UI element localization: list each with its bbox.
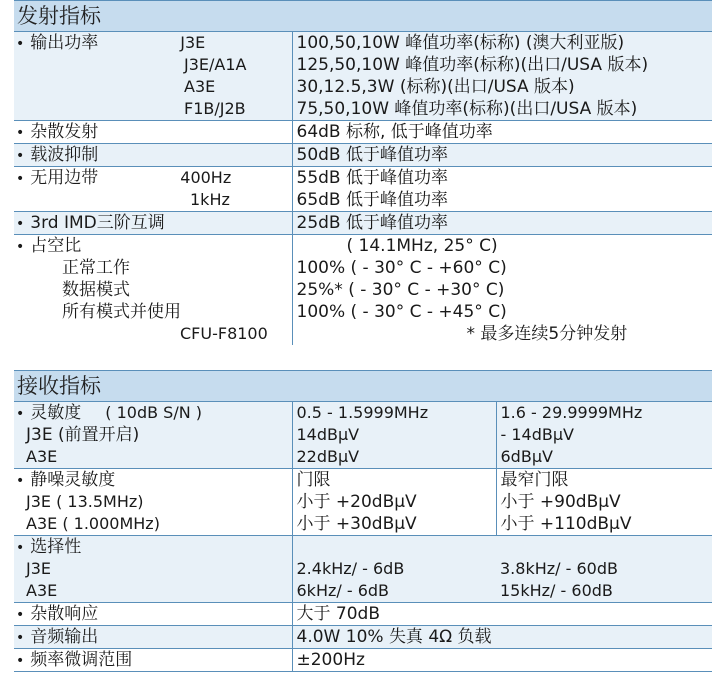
duty-data-value: 25%* ( - 30° C - +30° C) <box>296 280 505 300</box>
imd-row: • 3rd IMD三阶互调 25dB 低于峰值功率 <box>14 212 712 235</box>
duty-cycle-row: • 占空比 正常工作 数据模式 所有模式并使用 CFU-F8100 ( 14.1MHz, 25° C) 100% ( - 30° C - +60° C) 25%* ( - 30° C - +30° C) 100% ( - 30° C - +45° C) * 最多连续5分钟发射 <box>14 235 712 346</box>
sensitivity-col1-head: 0.5 - 1.5999MHz <box>296 403 429 422</box>
spurious-emission-row: • 杂散发射 64dB 标称, 低于峰值功率 <box>14 121 712 144</box>
sensitivity-condition: ( 10dB S/N ) <box>105 403 203 422</box>
selectivity-a3e-label: A3E <box>26 581 58 600</box>
sideband-freq: 400Hz <box>180 168 232 187</box>
squelch-a3e-label: A3E ( 1.000MHz) <box>26 514 160 533</box>
selectivity-a3e-v2: 15kHz/ - 60dB <box>500 581 613 600</box>
duty-all-value: 100% ( - 30° C - +45° C) <box>296 302 507 322</box>
squelch-a3e-v2: 小于 +110dBμV <box>500 514 632 534</box>
squelch-j3e-label: J3E ( 13.5MHz) <box>26 492 144 511</box>
duty-normal-label: 正常工作 <box>62 258 130 278</box>
receive-section <box>14 370 712 672</box>
sensitivity-a3e-label: A3E <box>26 447 58 466</box>
audio-output-row: • 音频输出 4.0W 10% 失真 4Ω 负载 <box>14 626 712 649</box>
duty-data-label: 数据模式 <box>62 280 130 300</box>
sensitivity-row: • 灵敏度 ( 10dB S/N ) J3E (前置开启) A3E 0.5 - 1.5999MHz 14dBμV 22dBμV 1.6 - 29.9999MHz - 14dBμV 6dBμV <box>14 402 712 469</box>
mode-label: J3E/A1A <box>184 55 247 74</box>
fine-tune-row: • 频率微调范围 ±200Hz <box>14 649 712 672</box>
carrier-suppression-row: • 载波抑制 50dB 低于峰值功率 <box>14 144 712 167</box>
sideband-freq: 1kHz <box>190 190 230 209</box>
mode-label: F1B/J2B <box>184 99 246 118</box>
spurious-response-row: • 杂散响应 大于 70dB <box>14 603 712 626</box>
receive-header <box>14 370 712 402</box>
selectivity-j3e-v2: 3.8kHz/ - 60dB <box>500 559 618 578</box>
squelch-col2-head: 最窄门限 <box>500 470 569 490</box>
selectivity-a3e-v1: 6kHz/ - 6dB <box>296 581 390 600</box>
imd-label: 3rd IMD三阶互调 <box>30 213 165 233</box>
sideband-value: 55dB 低于峰值功率 <box>296 168 448 188</box>
output-power-value: 100,50,10W 峰值功率(标称) (澳大利亚版) <box>296 33 625 53</box>
fine-tune-label: 频率微调范围 <box>30 650 133 670</box>
sensitivity-a3e-v1: 22dBμV <box>296 447 360 466</box>
selectivity-j3e-v1: 2.4kHz/ - 6dB <box>296 559 405 578</box>
squelch-j3e-v2: 小于 +90dBμV <box>500 492 621 512</box>
duty-all-label: 所有模式并使用 <box>62 302 181 322</box>
mode-label: A3E <box>184 77 216 96</box>
sensitivity-j3e-v2: - 14dBμV <box>500 425 574 444</box>
selectivity-j3e-label: J3E <box>26 559 52 578</box>
transmit-title: 发射指标 <box>17 4 101 28</box>
sensitivity-label: 灵敏度 <box>30 403 82 423</box>
spurious-emission-label: 杂散发射 <box>30 122 99 142</box>
audio-output-label: 音频输出 <box>30 627 99 647</box>
squelch-label: 静噪灵敏度 <box>30 470 116 490</box>
transmit-section <box>14 0 712 345</box>
receive-table <box>14 402 712 672</box>
duty-condition: ( 14.1MHz, 25° C) <box>346 236 498 256</box>
squelch-row: • 静噪灵敏度 J3E ( 13.5MHz) A3E ( 1.000MHz) 门限 小于 +20dBμV 小于 +30dBμV 最窄门限 小于 +90dBμV 小于 +110dBμV <box>14 469 712 536</box>
carrier-suppression-value: 50dB 低于峰值功率 <box>296 145 448 165</box>
output-power-row: • 输出功率 J3E J3E/A1A A3E F1B/J2B 100,50,10W 峰值功率(标称) (澳大利亚版) 125,50,10W 峰值功率(标称)(出口/USA 版本) 30,12.5,3W (标称)(出口/USA 版本) 75,50,10W 峰值功率(标称)(出口/USA 版本) <box>14 32 712 121</box>
carrier-suppression-label: 载波抑制 <box>30 145 99 165</box>
output-power-label: 输出功率 <box>30 33 99 53</box>
output-power-value: 75,50,10W 峰值功率(标称)(出口/USA 版本) <box>296 99 638 119</box>
output-power-value: 125,50,10W 峰值功率(标称)(出口/USA 版本) <box>296 55 649 75</box>
spurious-response-value: 大于 70dB <box>296 604 380 624</box>
selectivity-label: 选择性 <box>30 537 82 557</box>
audio-output-value: 4.0W 10% 失真 4Ω 负载 <box>296 627 492 647</box>
transmit-header <box>14 0 712 32</box>
receive-title: 接收指标 <box>17 374 101 398</box>
duty-normal-value: 100% ( - 30° C - +60° C) <box>296 258 507 278</box>
sensitivity-col2-head: 1.6 - 29.9999MHz <box>500 403 643 422</box>
duty-cycle-label: 占空比 <box>30 236 82 256</box>
fine-tune-value: ±200Hz <box>296 650 365 670</box>
sensitivity-a3e-v2: 6dBμV <box>500 447 553 466</box>
output-power-value: 30,12.5,3W (标称)(出口/USA 版本) <box>296 77 575 97</box>
sensitivity-j3e-v1: 14dBμV <box>296 425 360 444</box>
duty-option-label: CFU-F8100 <box>180 324 268 343</box>
sideband-value: 65dB 低于峰值功率 <box>296 190 448 210</box>
unwanted-sideband-row: • 无用边带 400Hz 1kHz 55dB 低于峰值功率 65dB 低于峰值功率 <box>14 167 712 212</box>
sensitivity-j3e-label: J3E (前置开启) <box>26 425 140 445</box>
spurious-response-label: 杂散响应 <box>30 604 99 624</box>
squelch-col1-head: 门限 <box>296 470 331 490</box>
duty-note: * 最多连续5分钟发射 <box>466 324 628 344</box>
transmit-table <box>14 32 712 345</box>
unwanted-sideband-label: 无用边带 <box>30 168 99 188</box>
imd-value: 25dB 低于峰值功率 <box>296 213 448 233</box>
mode-label: J3E <box>180 33 206 52</box>
squelch-j3e-v1: 小于 +20dBμV <box>296 492 417 512</box>
spurious-emission-value: 64dB 标称, 低于峰值功率 <box>296 122 493 142</box>
selectivity-row: • 选择性 J3E A3E 2.4kHz/ - 6dB 6kHz/ - 6dB 3.8kHz/ - 60dB 15kHz/ - 60dB <box>14 536 712 603</box>
squelch-a3e-v1: 小于 +30dBμV <box>296 514 417 534</box>
